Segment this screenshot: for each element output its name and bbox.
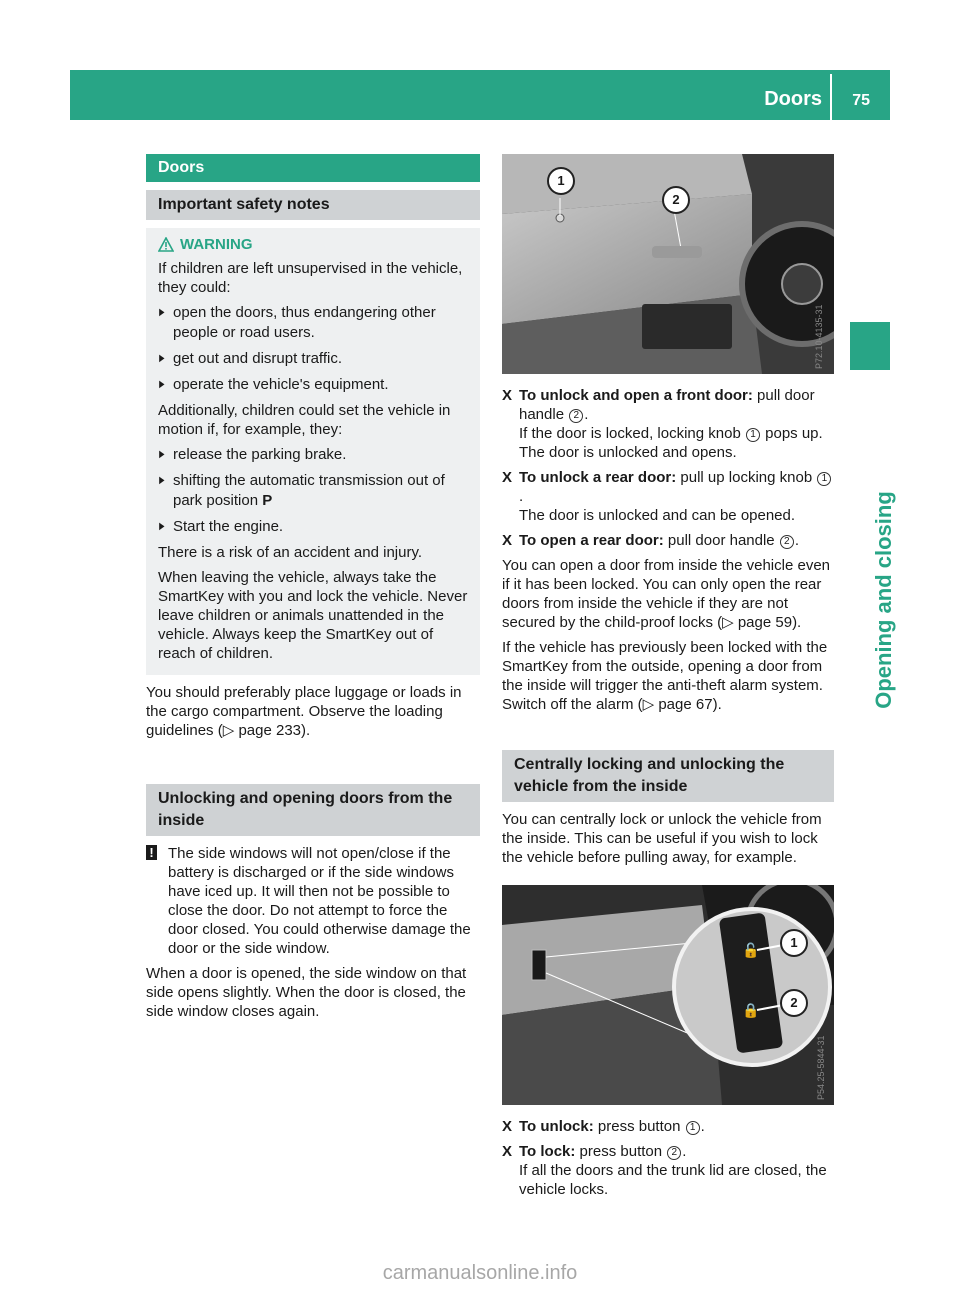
- note-block: [146, 844, 480, 958]
- warning-list-2: [158, 445, 470, 537]
- list-item: ▶ open the doors, thus endangering other people or road users.: [158, 303, 470, 343]
- list-item: ▶ operate the vehicle's equipment.: [158, 375, 470, 395]
- step-marker-icon: X: [502, 387, 513, 404]
- page-reference-link[interactable]: page 67: [658, 696, 713, 713]
- section-title-doors: Doors: [146, 154, 480, 182]
- exclamation-icon: !: [146, 845, 157, 860]
- step-unlock-rear-door: X To unlock a rear door: pull up locking knob 1. The door is unlocked and can be opened.: [502, 468, 834, 525]
- site-watermark: carmanualsonline.info: [382, 1262, 578, 1284]
- page-ref-arrow-icon: ▷: [222, 722, 235, 739]
- step-unlock: X To unlock: press button 1 .: [502, 1118, 705, 1135]
- heading-safety-notes: Important safety notes: [146, 190, 480, 220]
- page-header: [70, 70, 890, 120]
- heading-central-locking: Centrally locking and unlocking the vehicle from the inside: [502, 750, 834, 802]
- circled-1-icon: 1: [746, 428, 760, 442]
- open-door-paragraph: You can open a door from inside the vehicle even if it has been locked. You can only open the rear doors from inside the vehicle if they are not secured by the child-proof locks (▷ page 59).: [502, 557, 831, 631]
- warning-risk: There is a risk of an accident and injury.: [158, 544, 423, 561]
- list-item: ▶ Start the engine.: [158, 517, 470, 537]
- warning-intro: If children are left unsupervised in the vehicle, they could:: [158, 260, 463, 296]
- door-handle-figure: [502, 154, 834, 374]
- circled-1-icon: 1: [686, 1121, 700, 1135]
- step-lock: X To lock: press button 2 . If all the doors and the trunk lid are closed, the vehicle locks.: [502, 1143, 827, 1198]
- warning-label: WARNING: [180, 236, 253, 253]
- list-item: ▶ release the parking brake.: [158, 445, 470, 465]
- warning-list-1: [158, 303, 470, 395]
- svg-text:🔒: 🔒: [742, 1003, 760, 1019]
- central-lock-figure: [502, 885, 834, 1105]
- callout-1: 1: [547, 167, 575, 195]
- callout-2: 2: [780, 989, 808, 1017]
- warning-triangle-icon: [158, 237, 174, 252]
- step-marker-icon: X: [502, 532, 513, 549]
- note-text: The side windows will not open/close if the battery is discharged or if the side windows have iced up. It will then not be possible to close the door. Do not attempt to force the door closed. You could otherwise damage the door or the side window.: [168, 845, 471, 957]
- step-open-rear-door: X To open a rear door: pull door handle 2 .: [502, 532, 799, 549]
- list-item: ▶ get out and disrupt traffic.: [158, 349, 470, 369]
- page-ref-arrow-icon: ▷: [642, 696, 655, 713]
- page-reference-link[interactable]: page 233: [238, 722, 302, 739]
- right-column: [502, 154, 834, 1205]
- luggage-paragraph: You should preferably place luggage or loads in the cargo compartment. Observe the loading guidelines (▷ page 233).: [146, 684, 462, 739]
- warning-box: [146, 228, 480, 675]
- central-locking-paragraph: You can centrally lock or unlock the vehicle from the inside. This can be useful if you wish to lock the vehicle before pulling away, for example.: [502, 811, 822, 866]
- heading-unlocking-doors: Unlocking and opening doors from the inside: [146, 784, 480, 836]
- circled-2-icon: 2: [569, 409, 583, 423]
- header-separator: [830, 74, 832, 120]
- callout-1: 1: [780, 929, 808, 957]
- warning-title: [158, 236, 470, 253]
- warning-advice: When leaving the vehicle, always take the SmartKey with you and lock the vehicle. Never leave children or animals unattended in the vehicle. Always keep the SmartKey out of reach of children.: [158, 569, 468, 662]
- page-number: 75: [852, 92, 870, 109]
- left-column: [146, 154, 480, 1027]
- fig2-code: P54.25-5844-31: [816, 1035, 826, 1100]
- chapter-side-label: Opening and closing: [871, 491, 896, 709]
- step-marker-icon: X: [502, 1118, 513, 1135]
- gear-position-p: P: [262, 492, 273, 509]
- step-unlock-front-door: X To unlock and open a front door: pull door handle 2 . If the door is locked, locking knob 1 pops up. The door is unlocked and opens.: [502, 387, 823, 461]
- alarm-paragraph: If the vehicle has previously been locked with the SmartKey from the outside, opening a door from the inside will trigger the anti-theft alarm system. Switch off the alarm (▷ page 67).: [502, 639, 828, 713]
- circled-1-icon: 1: [817, 472, 831, 486]
- callout-2: 2: [662, 186, 690, 214]
- circled-2-icon: 2: [780, 535, 794, 549]
- svg-text:🔓: 🔓: [742, 943, 760, 959]
- circled-2-icon: 2: [667, 1146, 681, 1160]
- page-reference-link[interactable]: page 59: [737, 614, 793, 631]
- page-ref-arrow-icon: ▷: [722, 614, 734, 631]
- warning-mid: Additionally, children could set the vehicle in motion if, for example, they:: [158, 402, 451, 438]
- step-marker-icon: X: [502, 1143, 513, 1160]
- header-section-title: Doors: [764, 88, 822, 110]
- step-marker-icon: X: [502, 469, 513, 486]
- list-item: ▶ shifting the automatic transmission out of park position P: [158, 471, 470, 511]
- side-window-paragraph: When a door is opened, the side window on that side opens slightly. When the door is closed, the side window closes again.: [146, 965, 467, 1020]
- fig1-code: P72.10-4135-31: [814, 304, 824, 369]
- chapter-tab-marker: [850, 322, 890, 370]
